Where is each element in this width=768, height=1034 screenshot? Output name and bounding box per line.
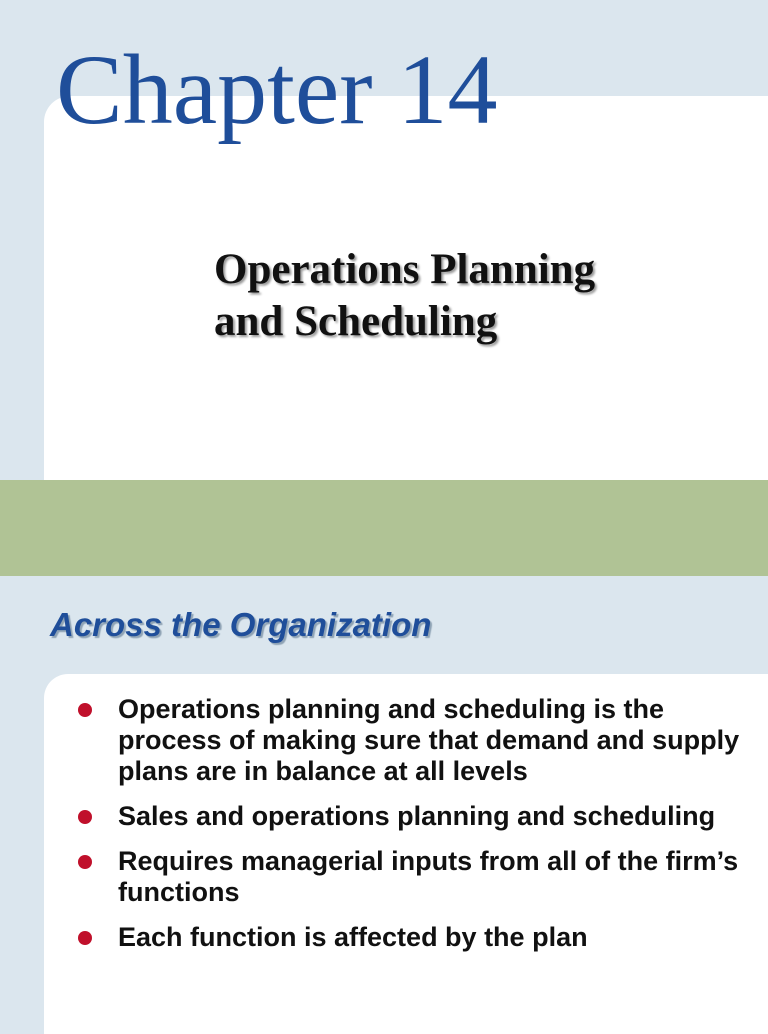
content-slide — [0, 576, 768, 1024]
slide-divider — [0, 480, 768, 576]
bullet-list — [70, 694, 746, 967]
bullet-item — [70, 694, 746, 787]
title-slide — [0, 0, 768, 480]
slide-heading: Across the Organization — [50, 606, 432, 643]
subtitle-line: Operations Planning — [214, 246, 596, 293]
bullet-dot-icon — [78, 810, 92, 824]
bullet-dot-icon — [78, 703, 92, 717]
bullet-item — [70, 846, 746, 908]
bullet-text: Requires managerial inputs from all of the firm’s functions — [118, 846, 739, 907]
bullet-dot-icon — [78, 855, 92, 869]
bullet-item — [70, 801, 746, 832]
chapter-title: Chapter 14 — [56, 34, 498, 145]
bullet-item — [70, 922, 746, 953]
bullet-text: Each function is affected by the plan — [118, 922, 588, 952]
subtitle-line: and Scheduling — [214, 298, 498, 345]
bullet-dot-icon — [78, 931, 92, 945]
bullet-text: Operations planning and scheduling is the process of making sure that demand and supply plans are in balance at all levels — [118, 694, 740, 786]
chapter-subtitle — [214, 244, 595, 348]
bullet-text: Sales and operations planning and scheduling — [118, 801, 716, 831]
